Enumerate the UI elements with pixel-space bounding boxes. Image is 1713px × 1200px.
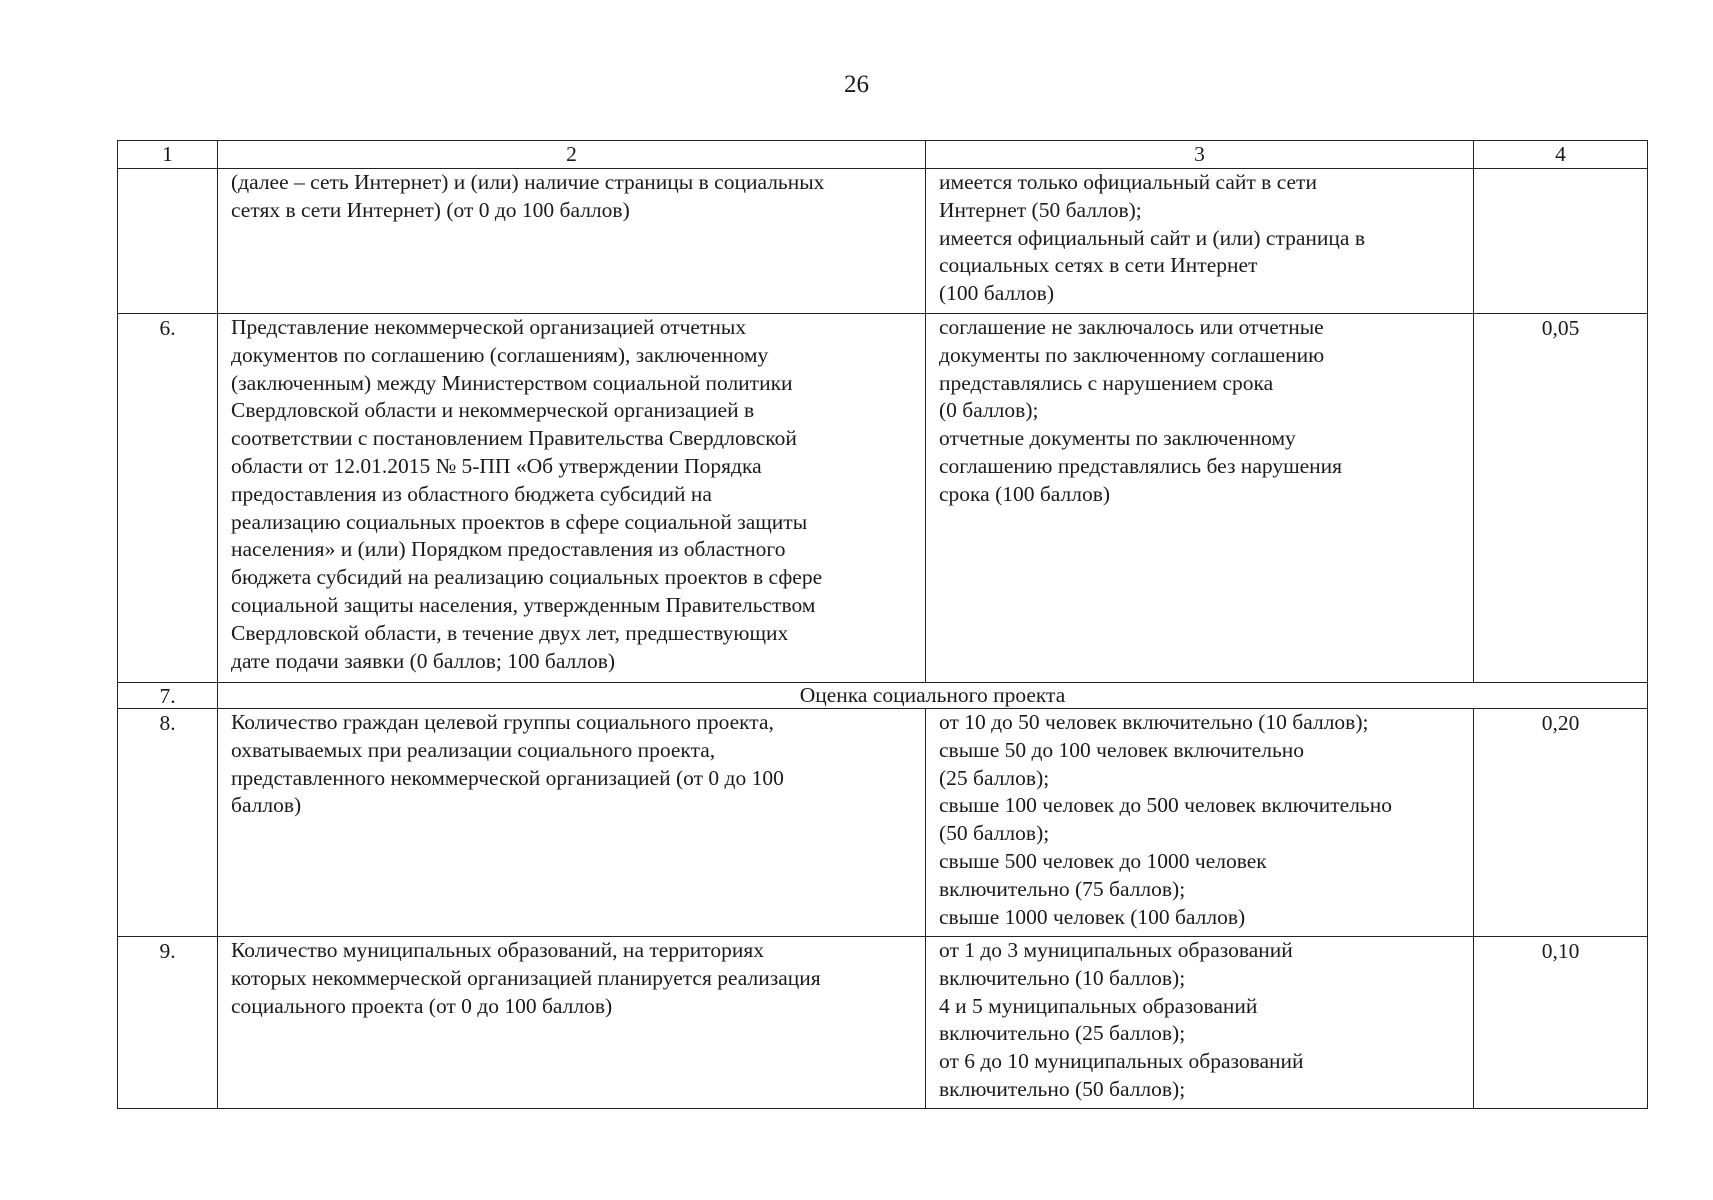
scale-line: свыше 50 до 100 человек включительно — [939, 737, 1305, 762]
criterion-cell — [218, 709, 926, 937]
table-row-continuation — [118, 169, 1648, 314]
criterion-line: Количество граждан целевой группы социального проекта, — [231, 710, 774, 734]
criterion-cell — [218, 169, 926, 314]
scale-line: (100 баллов) — [939, 281, 1054, 306]
weight-cell: 0,05 — [1474, 314, 1648, 683]
criterion-cell — [218, 314, 926, 683]
scale-cell — [926, 937, 1474, 1109]
row-number: 8. — [118, 709, 218, 937]
column-header-1: 1 — [118, 141, 218, 169]
scale-line: включительно (75 баллов); — [939, 876, 1186, 901]
row-number: 6. — [118, 314, 218, 683]
scale-line: Интернет (50 баллов); — [939, 197, 1142, 222]
criterion-line: Свердловской области и некоммерческой организацией в — [231, 398, 755, 423]
weight-cell: 0,20 — [1474, 709, 1648, 937]
scale-line: имеется официальный сайт и (или) страница в — [939, 225, 1365, 250]
criterion-line: представленного некоммерческой организацией (от 0 до 100 — [231, 765, 784, 790]
scale-line: социальных сетях в сети Интернет — [939, 253, 1258, 278]
criterion-line: Количество муниципальных образований, на территориях — [231, 938, 765, 962]
criterion-line: соответствии с постановлением Правительства Свердловской — [231, 426, 797, 451]
weight-cell: 0,10 — [1474, 937, 1648, 1109]
scale-line: свыше 500 человек до 1000 человек — [939, 848, 1267, 873]
page-number: 26 — [844, 71, 869, 98]
scale-cell — [926, 169, 1474, 314]
scale-line: соглашению представлялись без нарушения — [939, 453, 1343, 478]
criterion-line: населения» и (или) Порядком предоставления из областного — [231, 537, 786, 562]
criterion-line: сетях в сети Интернет) (от 0 до 100 баллов) — [231, 197, 630, 222]
criterion-line: Представление некоммерческой организацией отчетных — [231, 315, 747, 339]
scale-line: соглашение не заключалось или отчетные — [939, 315, 1324, 339]
scale-line: включительно (50 баллов); — [939, 1076, 1186, 1101]
column-header-2: 2 — [218, 141, 926, 169]
criterion-line: баллов) — [231, 793, 302, 818]
criterion-line: предоставления из областного бюджета субсидий на — [231, 481, 712, 506]
criterion-line: документов по соглашению (соглашениям), заключенному — [231, 342, 769, 367]
column-header-3: 3 — [926, 141, 1474, 169]
scale-line: (0 баллов); — [939, 398, 1039, 423]
scale-line: срока (100 баллов) — [939, 481, 1111, 506]
criterion-line: социальной защиты населения, утвержденным Правительством — [231, 592, 816, 617]
criterion-line: реализацию социальных проектов в сфере социальной защиты — [231, 509, 808, 534]
scale-line: свыше 1000 человек (100 баллов) — [939, 904, 1246, 929]
scale-line: от 10 до 50 человек включительно (10 баллов); — [939, 710, 1369, 734]
scale-line: от 6 до 10 муниципальных образований — [939, 1049, 1304, 1074]
scale-line: представлялись с нарушением срока — [939, 370, 1274, 395]
criterion-line: бюджета субсидий на реализацию социальных проектов в сфере — [231, 565, 823, 590]
scale-cell — [926, 709, 1474, 937]
section-title: Оценка социального проекта — [218, 683, 1648, 709]
scale-line: 4 и 5 муниципальных образований — [939, 993, 1258, 1018]
scale-cell — [926, 314, 1474, 683]
scale-line: включительно (10 баллов); — [939, 965, 1186, 990]
scale-line: имеется только официальный сайт в сети — [939, 170, 1317, 194]
row-number — [118, 169, 218, 314]
criterion-line: которых некоммерческой организацией планируется реализация — [231, 965, 821, 990]
criterion-line: (далее – сеть Интернет) и (или) наличие страницы в социальных — [231, 170, 825, 194]
criterion-line: области от 12.01.2015 № 5-ПП «Об утверждении Порядка — [231, 453, 762, 478]
table-row-6 — [118, 314, 1648, 683]
scale-line: (50 баллов); — [939, 821, 1050, 846]
scale-line: от 1 до 3 муниципальных образований — [939, 938, 1293, 962]
criterion-cell — [218, 937, 926, 1109]
scale-line: (25 баллов); — [939, 765, 1050, 790]
weight-cell — [1474, 169, 1648, 314]
table-row-8 — [118, 709, 1648, 937]
scale-line: включительно (25 баллов); — [939, 1021, 1186, 1046]
scale-line: документы по заключенному соглашению — [939, 342, 1325, 367]
criterion-line: (заключенным) между Министерством социальной политики — [231, 370, 793, 395]
row-number: 9. — [118, 937, 218, 1109]
scale-line: свыше 100 человек до 500 человек включительно — [939, 793, 1392, 818]
criteria-table — [117, 140, 1648, 1109]
criterion-line: Свердловской области, в течение двух лет, предшествующих — [231, 620, 789, 645]
table-header-row — [118, 141, 1648, 169]
scale-line: отчетные документы по заключенному — [939, 426, 1296, 451]
row-number: 7. — [118, 683, 218, 709]
criterion-line: охватываемых при реализации социального проекта, — [231, 737, 716, 762]
table-row-9 — [118, 937, 1648, 1109]
table-row-7-section — [118, 683, 1648, 709]
criterion-line: дате подачи заявки (0 баллов; 100 баллов) — [231, 648, 616, 673]
column-header-4: 4 — [1474, 141, 1648, 169]
criterion-line: социального проекта (от 0 до 100 баллов) — [231, 993, 613, 1018]
